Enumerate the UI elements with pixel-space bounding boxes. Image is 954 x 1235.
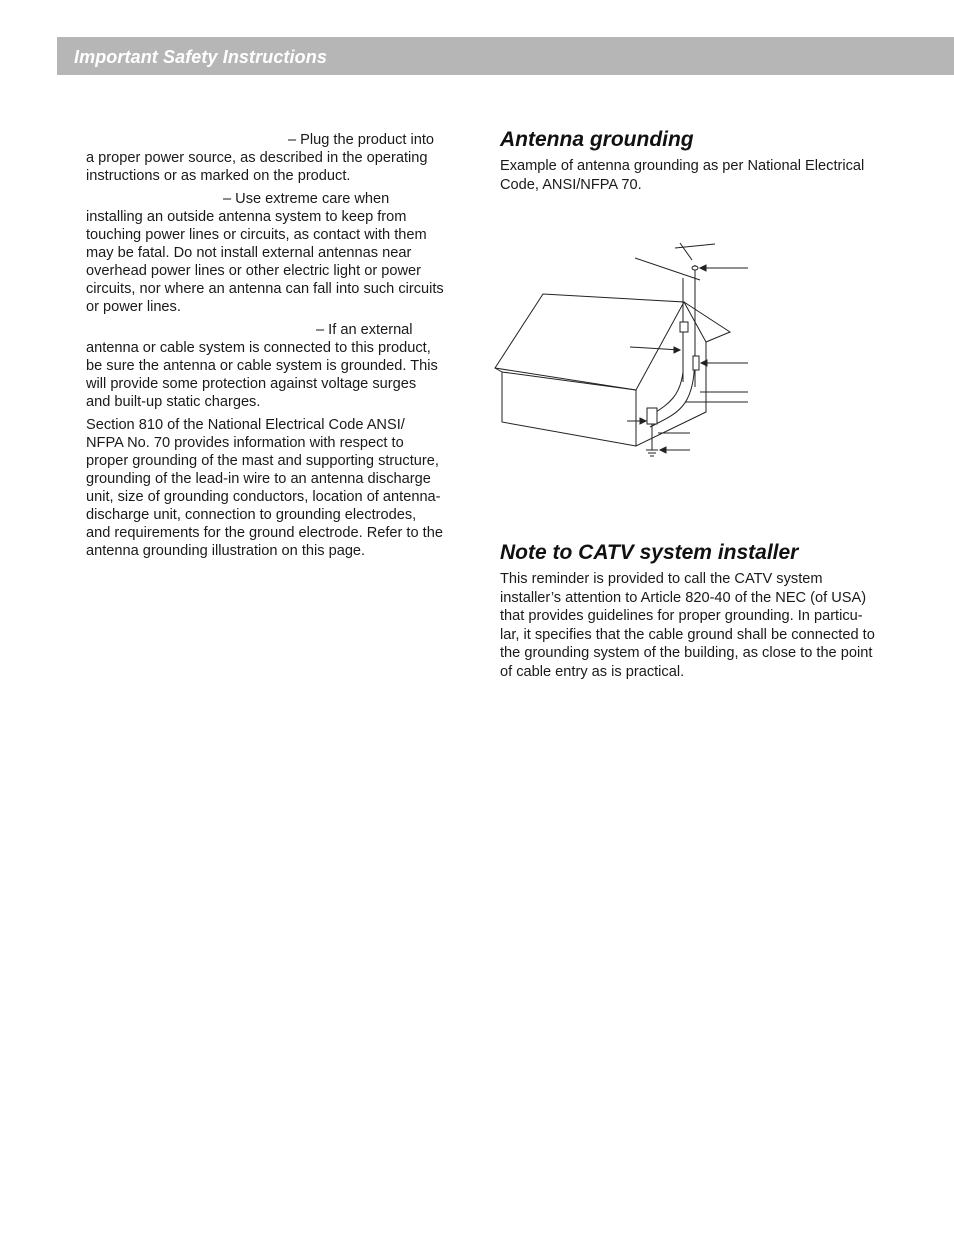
antenna-grounding-heading: Antenna grounding — [500, 128, 694, 151]
paragraph-nec-section-810: Section 810 of the National Electrical Code ANSI/ NFPA No. 70 provides information with respect to proper grounding of the mast and supporting structure, grounding of the lead-in wire to an antenna discharge unit, size of grounding conductors, location of antenna-discharge unit, connection to grounding electrodes, and requirements for the ground electrode. Refer to the antenna grounding illustration on this page. — [86, 417, 443, 559]
page-title: Important Safety Instructions — [74, 47, 327, 67]
paragraph-power-source — [86, 131, 444, 185]
antenna-grounding-intro: Example of antenna grounding as per National Electrical Code, ANSI/NFPA 70. — [500, 158, 865, 193]
antenna-grounding-section — [500, 127, 880, 194]
paragraph-text: – Use extreme care when installing an outside antenna system to keep from touching power lines or circuits, as contact with them may be fatal. Do not install external antennas near overhead power lines or other electric light or power circuits, nor where an antenna can fall into such circuits or power lines. — [86, 191, 444, 315]
header-bar — [57, 37, 954, 75]
paragraph-antenna-grounding — [86, 321, 444, 411]
catv-section — [500, 540, 880, 682]
paragraph-text: – Plug the product into a proper power source, as described in the operating instructions or as marked on the product. — [86, 132, 435, 184]
catv-heading: Note to CATV system installer — [500, 541, 799, 564]
paragraph-outdoor-antenna — [86, 190, 444, 316]
antenna-grounding-diagram — [490, 232, 755, 467]
paragraph-text: – If an external antenna or cable system is connected to this product, be sure the antenna or cable system is grounded. This will provide some protection against voltage surges and built-up static charges. — [86, 322, 438, 410]
catv-body: This reminder is provided to call the CATV system installer’s attention to Article 820-40 of the NEC (of USA) that provides guidelines for proper grounding. In particu-lar, it specifies that the cable ground shall be connected to the grounding system of the building, as close to the point of cable entry as is practical. — [500, 571, 875, 680]
left-column — [86, 131, 444, 565]
